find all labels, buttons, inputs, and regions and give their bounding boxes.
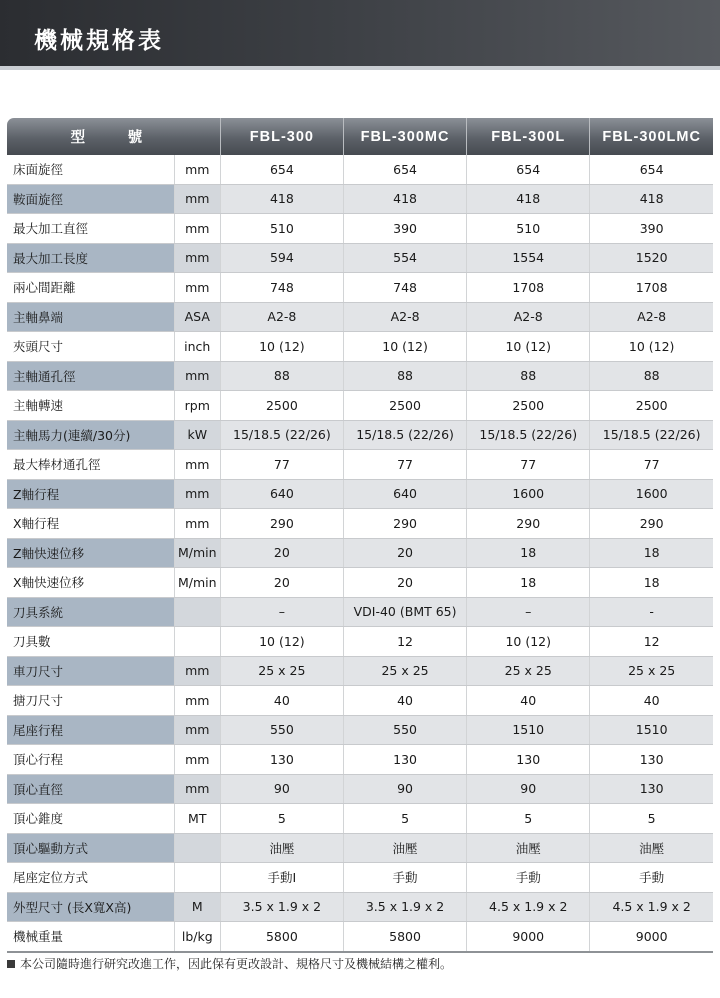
spec-value-cell: 88: [590, 361, 713, 391]
spec-value-cell: 10 (12): [467, 627, 590, 657]
spec-value-cell: 90: [467, 774, 590, 804]
spec-unit-cell: mm: [174, 745, 220, 775]
page-title: 機械規格表: [34, 28, 164, 54]
spec-value-cell: 594: [220, 243, 343, 273]
spec-name-cell: 尾座行程: [7, 715, 174, 745]
table-row: [7, 450, 713, 480]
table-row: [7, 420, 713, 450]
spec-value-cell: 25 x 25: [590, 656, 713, 686]
banner-divider: [0, 66, 720, 70]
table-row: [7, 627, 713, 657]
spec-value-cell: 1510: [590, 715, 713, 745]
spec-name-cell: 最大棒材通孔徑: [7, 450, 174, 480]
spec-value-cell: 10 (12): [220, 332, 343, 362]
spec-table: [7, 118, 713, 953]
spec-value-cell: 40: [590, 686, 713, 716]
spec-value-cell: 2500: [343, 391, 466, 421]
spec-name-cell: 主軸轉速: [7, 391, 174, 421]
spec-value-cell: 20: [343, 538, 466, 568]
spec-unit-cell: kW: [174, 420, 220, 450]
spec-value-cell: 手動: [467, 863, 590, 893]
spec-value-cell: 290: [590, 509, 713, 539]
spec-value-cell: 130: [590, 745, 713, 775]
spec-value-cell: 2500: [220, 391, 343, 421]
spec-value-cell: 3.5 x 1.9 x 2: [343, 892, 466, 922]
spec-name-cell: 兩心間距離: [7, 273, 174, 303]
spec-value-cell: 15/18.5 (22/26): [467, 420, 590, 450]
spec-name-cell: 外型尺寸 (長X寬X高): [7, 892, 174, 922]
spec-name-cell: 刀具系統: [7, 597, 174, 627]
table-row: [7, 243, 713, 273]
table-row: [7, 804, 713, 834]
spec-name-cell: X軸行程: [7, 509, 174, 539]
table-row: [7, 597, 713, 627]
table-row: [7, 155, 713, 184]
spec-value-cell: 1708: [467, 273, 590, 303]
spec-name-cell: 尾座定位方式: [7, 863, 174, 893]
spec-name-cell: 頂心直徑: [7, 774, 174, 804]
spec-value-cell: 418: [467, 184, 590, 214]
spec-value-cell: 654: [220, 155, 343, 184]
spec-unit-cell: mm: [174, 509, 220, 539]
spec-value-cell: 418: [220, 184, 343, 214]
spec-value-cell: 1600: [467, 479, 590, 509]
spec-unit-cell: mm: [174, 214, 220, 244]
spec-unit-cell: [174, 597, 220, 627]
spec-value-cell: -: [590, 597, 713, 627]
spec-value-cell: 90: [343, 774, 466, 804]
spec-value-cell: 130: [343, 745, 466, 775]
spec-value-cell: A2-8: [220, 302, 343, 332]
disclaimer-note: [7, 955, 452, 972]
table-row: [7, 863, 713, 893]
spec-value-cell: 1554: [467, 243, 590, 273]
table-row: [7, 184, 713, 214]
table-row: [7, 656, 713, 686]
table-row: [7, 745, 713, 775]
spec-value-cell: 77: [590, 450, 713, 480]
square-bullet-icon: [7, 960, 15, 968]
table-row: [7, 922, 713, 952]
spec-value-cell: 510: [220, 214, 343, 244]
spec-table-body: [7, 155, 713, 952]
spec-name-cell: Z軸行程: [7, 479, 174, 509]
spec-unit-cell: M/min: [174, 538, 220, 568]
spec-unit-cell: lb/kg: [174, 922, 220, 952]
spec-value-cell: 12: [590, 627, 713, 657]
spec-value-cell: 88: [343, 361, 466, 391]
spec-value-cell: 手動I: [220, 863, 343, 893]
spec-unit-cell: mm: [174, 656, 220, 686]
spec-unit-cell: mm: [174, 361, 220, 391]
spec-value-cell: 2500: [467, 391, 590, 421]
spec-value-cell: 油壓: [343, 833, 466, 863]
spec-value-cell: –: [220, 597, 343, 627]
spec-value-cell: 20: [343, 568, 466, 598]
table-row: [7, 686, 713, 716]
table-row: [7, 361, 713, 391]
spec-value-cell: 4.5 x 1.9 x 2: [467, 892, 590, 922]
table-row: [7, 833, 713, 863]
spec-value-cell: 77: [467, 450, 590, 480]
spec-value-cell: 40: [220, 686, 343, 716]
spec-value-cell: 10 (12): [220, 627, 343, 657]
spec-value-cell: 554: [343, 243, 466, 273]
spec-value-cell: 88: [220, 361, 343, 391]
spec-value-cell: 510: [467, 214, 590, 244]
spec-unit-cell: mm: [174, 774, 220, 804]
spec-value-cell: VDI-40 (BMT 65): [343, 597, 466, 627]
spec-value-cell: 748: [343, 273, 466, 303]
spec-unit-cell: M: [174, 892, 220, 922]
spec-value-cell: 640: [343, 479, 466, 509]
spec-name-cell: Z軸快速位移: [7, 538, 174, 568]
spec-unit-cell: mm: [174, 243, 220, 273]
table-row: [7, 479, 713, 509]
spec-unit-cell: ASA: [174, 302, 220, 332]
model-header-1: FBL-300MC: [343, 118, 466, 155]
spec-value-cell: 5: [343, 804, 466, 834]
spec-unit-cell: mm: [174, 715, 220, 745]
spec-value-cell: 手動: [590, 863, 713, 893]
table-row: [7, 568, 713, 598]
spec-unit-cell: mm: [174, 450, 220, 480]
spec-unit-cell: mm: [174, 155, 220, 184]
spec-value-cell: 15/18.5 (22/26): [220, 420, 343, 450]
spec-value-cell: 10 (12): [343, 332, 466, 362]
spec-name-cell: 夾頭尺寸: [7, 332, 174, 362]
spec-value-cell: 88: [467, 361, 590, 391]
spec-value-cell: 18: [467, 538, 590, 568]
disclaimer-text: 本公司隨時進行研究改進工作，因此保有更改設計、規格尺寸及機械結構之權利。: [20, 957, 453, 971]
spec-value-cell: 20: [220, 568, 343, 598]
spec-value-cell: 130: [467, 745, 590, 775]
spec-unit-cell: inch: [174, 332, 220, 362]
table-row: [7, 332, 713, 362]
spec-value-cell: 5: [467, 804, 590, 834]
spec-value-cell: 9000: [467, 922, 590, 952]
spec-name-cell: 頂心行程: [7, 745, 174, 775]
spec-name-cell: 車刀尺寸: [7, 656, 174, 686]
spec-value-cell: 390: [343, 214, 466, 244]
model-header-3: FBL-300LMC: [590, 118, 713, 155]
spec-value-cell: 油壓: [590, 833, 713, 863]
table-row: [7, 715, 713, 745]
spec-value-cell: 18: [590, 568, 713, 598]
spec-name-cell: 床面旋徑: [7, 155, 174, 184]
spec-unit-cell: mm: [174, 686, 220, 716]
spec-value-cell: A2-8: [467, 302, 590, 332]
spec-value-cell: 25 x 25: [467, 656, 590, 686]
title-banner: [0, 0, 720, 66]
spec-value-cell: 1600: [590, 479, 713, 509]
spec-value-cell: 油壓: [220, 833, 343, 863]
spec-value-cell: 3.5 x 1.9 x 2: [220, 892, 343, 922]
spec-unit-cell: [174, 863, 220, 893]
spec-value-cell: A2-8: [343, 302, 466, 332]
spec-value-cell: 5: [590, 804, 713, 834]
spec-name-cell: 頂心錐度: [7, 804, 174, 834]
spec-name-cell: X軸快速位移: [7, 568, 174, 598]
spec-name-cell: 鞍面旋徑: [7, 184, 174, 214]
spec-name-cell: 刀具數: [7, 627, 174, 657]
spec-value-cell: –: [467, 597, 590, 627]
spec-unit-cell: MT: [174, 804, 220, 834]
model-header-0: FBL-300: [220, 118, 343, 155]
table-row: [7, 509, 713, 539]
spec-name-cell: 搪刀尺寸: [7, 686, 174, 716]
spec-value-cell: 15/18.5 (22/26): [590, 420, 713, 450]
model-header-label: 型 號: [7, 118, 220, 155]
spec-value-cell: 290: [467, 509, 590, 539]
spec-value-cell: 25 x 25: [220, 656, 343, 686]
table-row: [7, 273, 713, 303]
spec-value-cell: 10 (12): [590, 332, 713, 362]
table-row: [7, 214, 713, 244]
spec-name-cell: 頂心驅動方式: [7, 833, 174, 863]
table-header-row: [7, 118, 713, 155]
spec-value-cell: 130: [590, 774, 713, 804]
spec-value-cell: 1510: [467, 715, 590, 745]
spec-name-cell: 主軸鼻端: [7, 302, 174, 332]
spec-value-cell: 77: [220, 450, 343, 480]
spec-value-cell: 1708: [590, 273, 713, 303]
spec-value-cell: 5800: [220, 922, 343, 952]
spec-value-cell: 18: [467, 568, 590, 598]
spec-name-cell: 主軸馬力(連續/30分): [7, 420, 174, 450]
spec-value-cell: 20: [220, 538, 343, 568]
spec-value-cell: 4.5 x 1.9 x 2: [590, 892, 713, 922]
spec-value-cell: 1520: [590, 243, 713, 273]
spec-value-cell: 290: [343, 509, 466, 539]
spec-name-cell: 最大加工直徑: [7, 214, 174, 244]
spec-value-cell: 654: [343, 155, 466, 184]
spec-value-cell: 640: [220, 479, 343, 509]
spec-value-cell: 手動: [343, 863, 466, 893]
spec-value-cell: 5: [220, 804, 343, 834]
spec-value-cell: 390: [590, 214, 713, 244]
spec-unit-cell: M/min: [174, 568, 220, 598]
spec-value-cell: 654: [467, 155, 590, 184]
spec-value-cell: 77: [343, 450, 466, 480]
spec-unit-cell: mm: [174, 184, 220, 214]
spec-value-cell: 654: [590, 155, 713, 184]
spec-value-cell: 550: [343, 715, 466, 745]
table-row: [7, 538, 713, 568]
table-row: [7, 774, 713, 804]
model-header-2: FBL-300L: [467, 118, 590, 155]
spec-value-cell: 40: [467, 686, 590, 716]
spec-value-cell: 130: [220, 745, 343, 775]
spec-value-cell: 2500: [590, 391, 713, 421]
spec-name-cell: 主軸通孔徑: [7, 361, 174, 391]
spec-value-cell: 18: [590, 538, 713, 568]
spec-value-cell: 5800: [343, 922, 466, 952]
spec-value-cell: 油壓: [467, 833, 590, 863]
spec-value-cell: A2-8: [590, 302, 713, 332]
spec-value-cell: 10 (12): [467, 332, 590, 362]
table-row: [7, 302, 713, 332]
spec-value-cell: 290: [220, 509, 343, 539]
spec-unit-cell: mm: [174, 273, 220, 303]
spec-value-cell: 748: [220, 273, 343, 303]
spec-unit-cell: mm: [174, 479, 220, 509]
spec-name-cell: 機械重量: [7, 922, 174, 952]
spec-value-cell: 25 x 25: [343, 656, 466, 686]
spec-value-cell: 12: [343, 627, 466, 657]
spec-value-cell: 40: [343, 686, 466, 716]
spec-unit-cell: [174, 627, 220, 657]
spec-value-cell: 418: [343, 184, 466, 214]
spec-value-cell: 15/18.5 (22/26): [343, 420, 466, 450]
spec-value-cell: 9000: [590, 922, 713, 952]
spec-value-cell: 90: [220, 774, 343, 804]
spec-unit-cell: rpm: [174, 391, 220, 421]
spec-unit-cell: [174, 833, 220, 863]
spec-value-cell: 550: [220, 715, 343, 745]
table-row: [7, 391, 713, 421]
spec-value-cell: 418: [590, 184, 713, 214]
table-row: [7, 892, 713, 922]
spec-name-cell: 最大加工長度: [7, 243, 174, 273]
